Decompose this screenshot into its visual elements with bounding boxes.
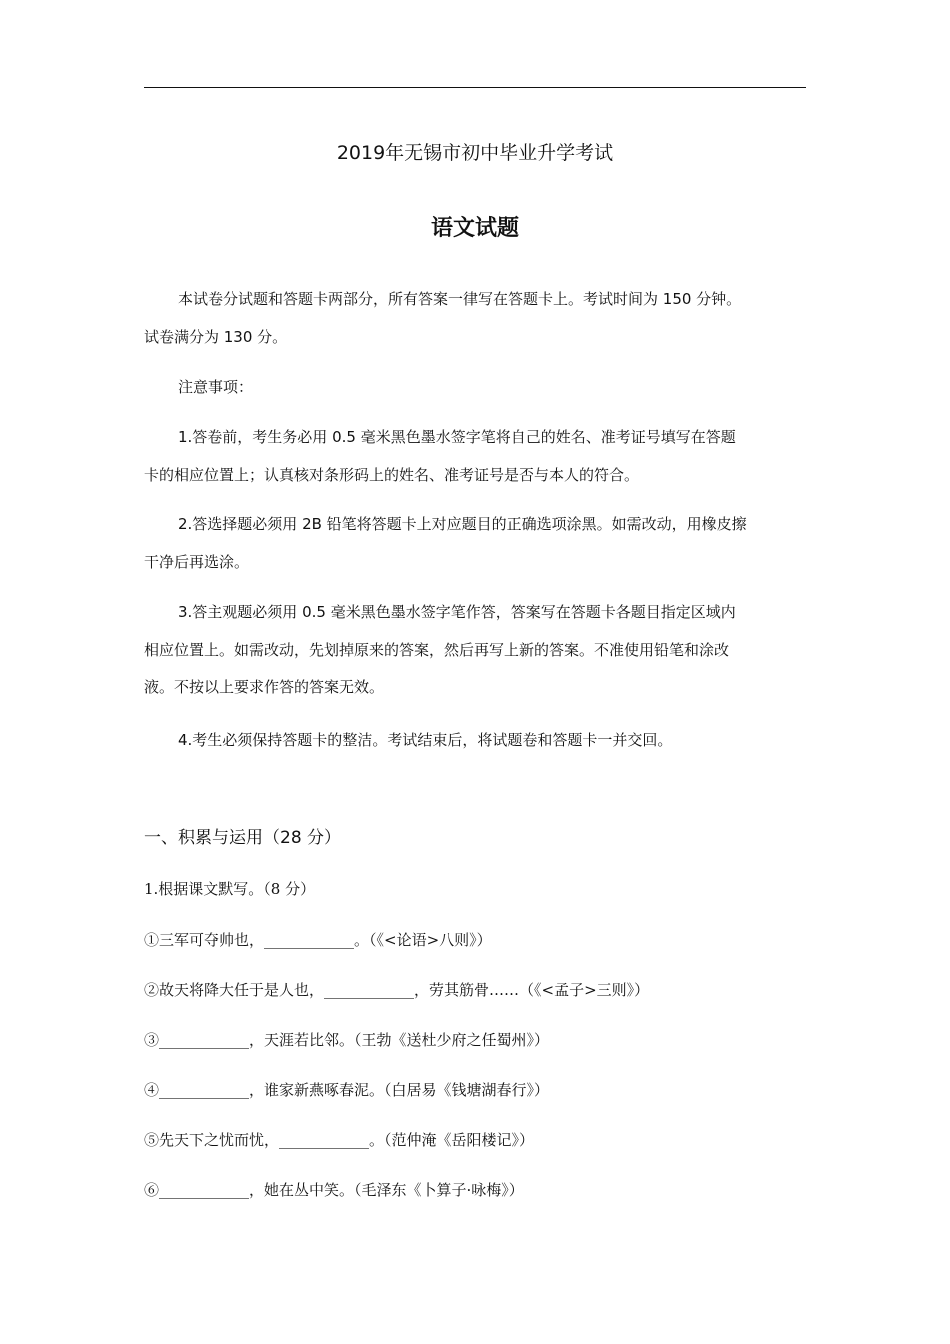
note-2-line-2: 干净后再选涂。 (144, 553, 250, 571)
section-1-heading: 一、积累与运用（28 分） (144, 828, 342, 848)
note-3-line-1: 3.答主观题必须用 0.5 毫米黑色墨水签字笔作答，答案写在答题卡各题目指定区域内 (178, 603, 736, 621)
note-1-line-2: 卡的相应位置上；认真核对条形码上的姓名、准考证号是否与本人的符合。 (144, 466, 640, 484)
note-3-line-2: 相应位置上。如需改动，先划掉原来的答案，然后再写上新的答案。不准使用铅笔和涂改 (144, 641, 730, 659)
note-4: 4.考生必须保持答题卡的整洁。考试结束后，将试题卷和答题卡一并交回。 (178, 731, 673, 749)
dictation-item-6: ⑥____________，她在丛中笑。（毛泽东《卜算子·咏梅》） (144, 1181, 524, 1199)
intro-line-1: 本试卷分试题和答题卡两部分，所有答案一律写在答题卡上。考试时间为 150 分钟。 (178, 290, 742, 308)
note-3-line-3: 液。不按以上要求作答的答案无效。 (144, 678, 385, 696)
top-rule (144, 87, 806, 88)
dictation-item-1: ①三军可夺帅也，____________。（《<论语>八则》） (144, 931, 492, 949)
exam-title: 2019年无锡市初中毕业升学考试 (336, 142, 614, 164)
dictation-item-4: ④____________，谁家新燕啄春泥。（白居易《钱塘湖春行》） (144, 1081, 550, 1099)
note-2-line-1: 2.答选择题必须用 2B 铅笔将答题卡上对应题目的正确选项涂黑。如需改动，用橡皮擦 (178, 515, 747, 533)
notes-heading: 注意事项： (178, 378, 254, 396)
dictation-item-3: ③____________，天涯若比邻。（王勃《送杜少府之任蜀州》） (144, 1031, 550, 1049)
dictation-item-2: ②故天将降大任于是人也，____________，劳其筋骨……（《<孟子>三则》） (144, 981, 650, 999)
note-1-line-1: 1.答卷前，考生务必用 0.5 毫米黑色墨水签字笔将自己的姓名、准考证号填写在答题 (178, 428, 736, 446)
subject-title: 语文试题 (430, 216, 519, 241)
intro-line-2: 试卷满分为 130 分。 (144, 328, 288, 346)
dictation-item-5: ⑤先天下之忧而忧，____________。（范仲淹《岳阳楼记》） (144, 1131, 535, 1149)
question-1: 1.根据课文默写。（8 分） (144, 880, 316, 898)
